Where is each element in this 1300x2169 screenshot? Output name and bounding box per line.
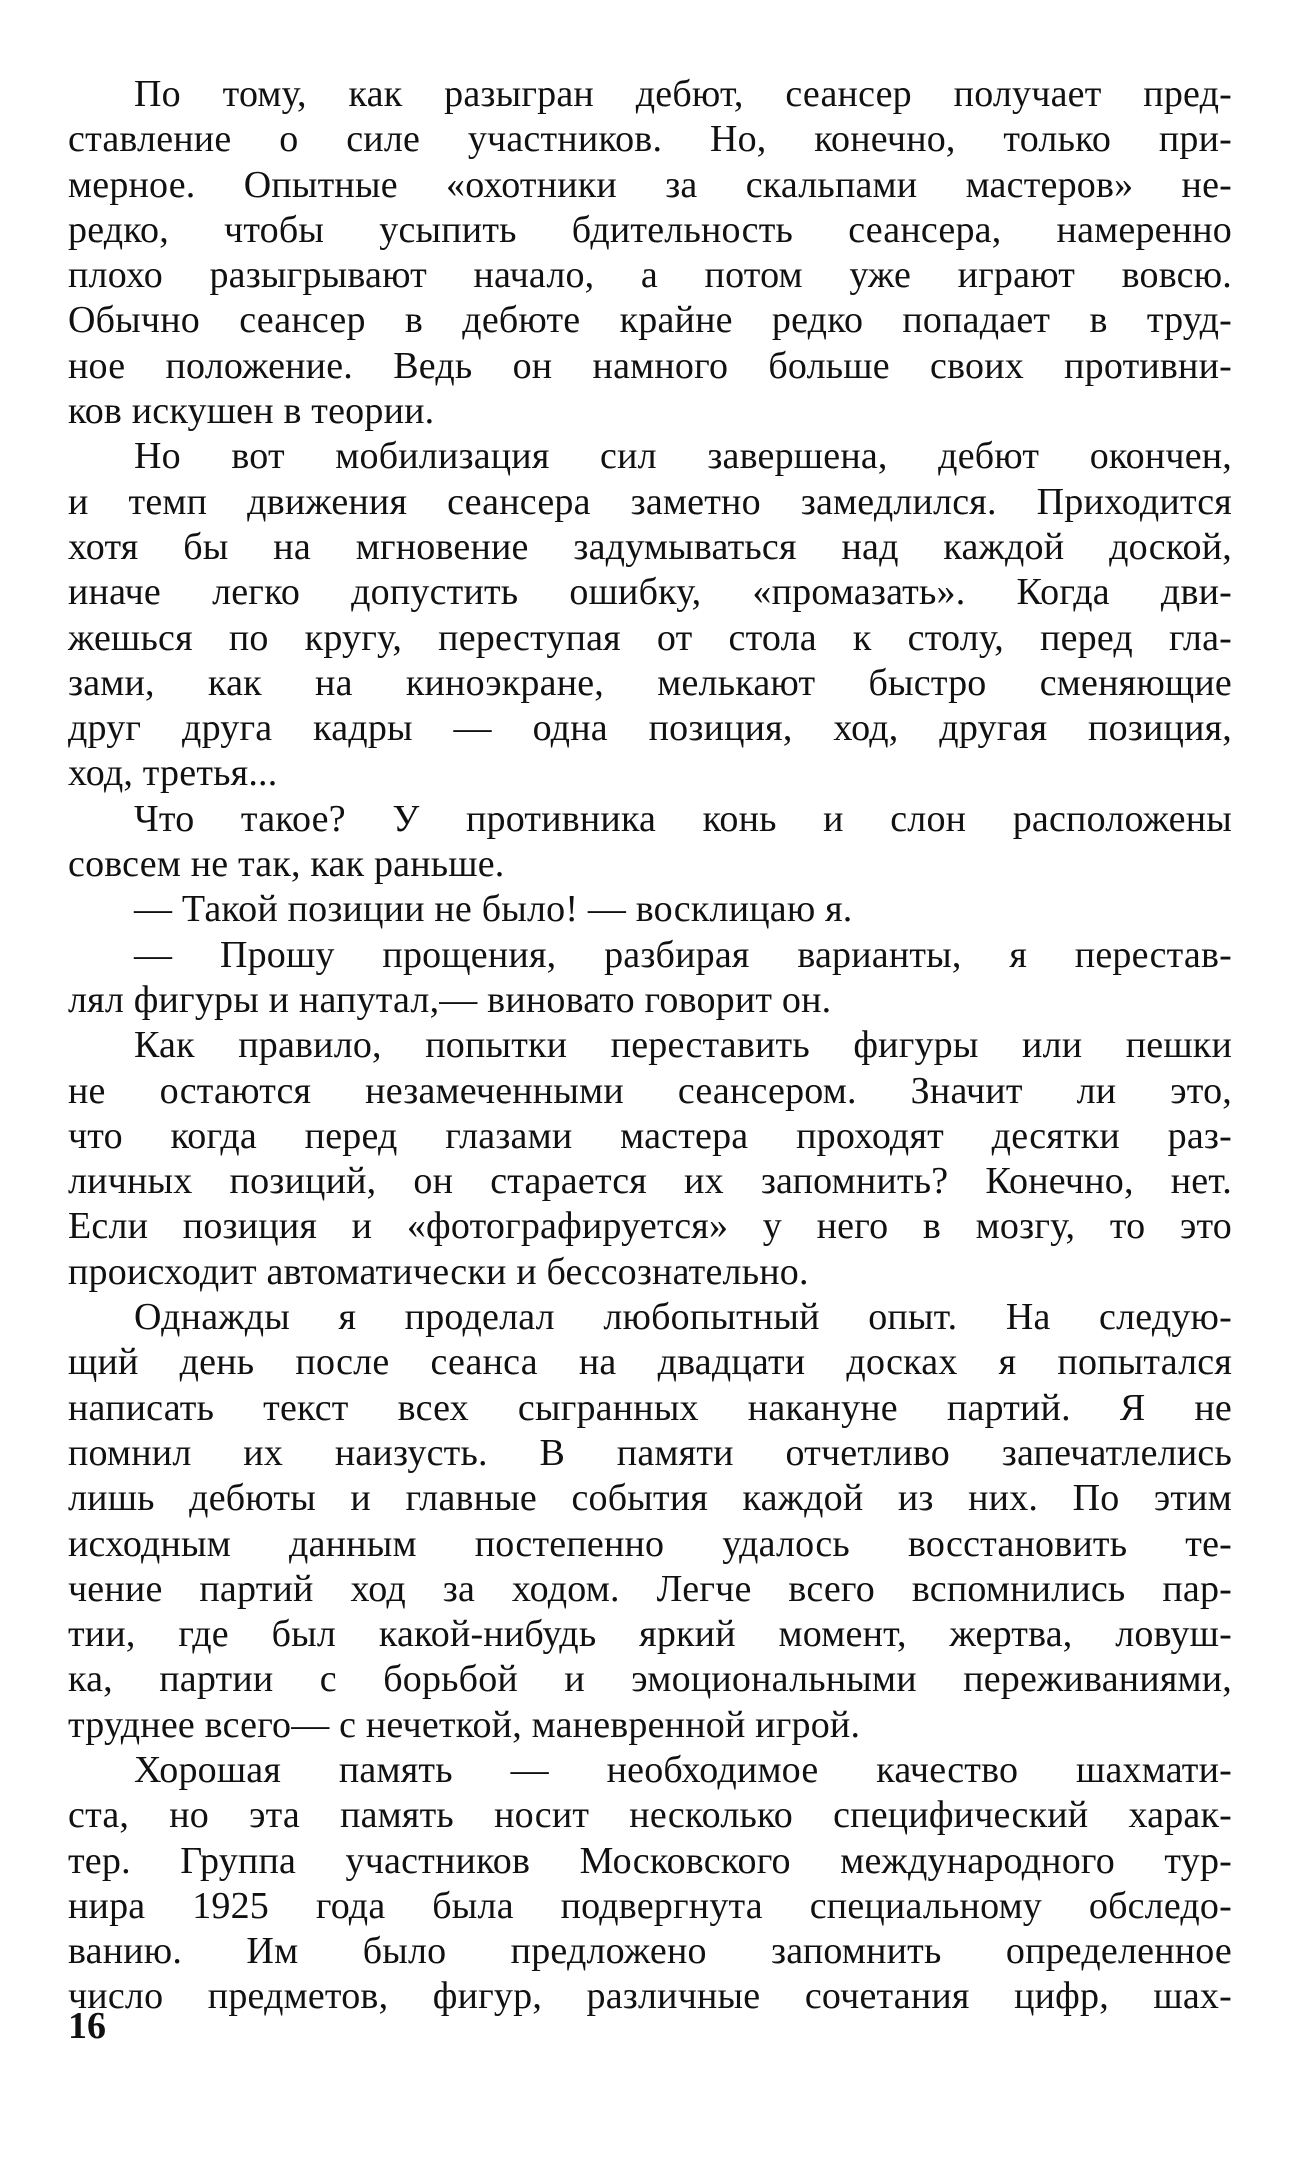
text-line: написать текст всех сыгранных накануне партий. Я не — [68, 1386, 1232, 1429]
text-line: помнил их наизусть. В памяти отчетливо запечатлелись — [68, 1431, 1232, 1474]
text-line: происходит автоматически и бессознательно. — [68, 1250, 809, 1293]
paragraph-first-line: Однажды я проделал любопытный опыт. На следую- — [134, 1296, 1232, 1339]
text-line: личных позиций, он старается их запомнить? Конечно, нет. — [68, 1160, 1232, 1203]
text-line: лял фигуры и напутал,— виновато говорит он. — [68, 978, 832, 1021]
text-line: друг друга кадры — одна позиция, ход, другая позиция, — [68, 707, 1232, 750]
paragraph-first-line: Как правило, попытки переставить фигуры или пешки — [134, 1024, 1232, 1067]
text-line: труднее всего— с нечеткой, маневренной игрой. — [68, 1703, 861, 1746]
text-line: жешься по кругу, переступая от стола к столу, перед гла- — [68, 616, 1232, 659]
text-line: ставление о силе участников. Но, конечно, только при- — [68, 118, 1232, 161]
text-line: щий день после сеанса на двадцати досках я попытался — [68, 1341, 1232, 1384]
text-line: мерное. Опытные «охотники за скальпами мастеров» не- — [68, 163, 1232, 206]
paragraph-first-line: Но вот мобилизация сил завершена, дебют окончен, — [134, 435, 1232, 478]
text-line: плохо разыгрывают начало, а потом уже играют вовсю. — [68, 254, 1232, 297]
text-line: ное положение. Ведь он намного больше своих противни- — [68, 344, 1232, 387]
page-number: 16 — [68, 2005, 106, 2047]
text-line: тер. Группа участников Московского международного тур- — [68, 1839, 1232, 1882]
text-line: редко, чтобы усыпить бдительность сеансера, намеренно — [68, 208, 1232, 251]
text-line: зами, как на киноэкране, мелькают быстро сменяющие — [68, 661, 1232, 704]
text-line: тии, где был какой-нибудь яркий момент, жертва, ловуш- — [68, 1613, 1232, 1656]
text-line: чение партий ход за ходом. Легче всего вспомнились пар- — [68, 1567, 1232, 1610]
text-line: совсем не так, как раньше. — [68, 843, 505, 886]
text-line: ход, третья... — [68, 752, 278, 795]
paragraph-first-line: — Прошу прощения, разбирая варианты, я перестав- — [134, 933, 1232, 976]
text-line: нира 1925 года была подвергнута специальному обследо- — [68, 1884, 1232, 1927]
paragraph-first-line: Хорошая память — необходимое качество шахмати- — [134, 1748, 1232, 1791]
paragraph-first-line: — Такой позиции не было! — восклицаю я. — [134, 888, 853, 931]
paragraph-first-line: По тому, как разыгран дебют, сеансер получает пред- — [134, 73, 1232, 115]
text-line: ванию. Им было предложено запомнить определенное — [68, 1930, 1232, 1973]
text-line: исходным данным постепенно удалось восстановить те- — [68, 1522, 1232, 1565]
text-line: иначе легко допустить ошибку, «промазать». Когда дви- — [68, 571, 1232, 614]
text-line: лишь дебюты и главные события каждой из них. По этим — [68, 1477, 1232, 1520]
text-line: что когда перед глазами мастера проходят десятки раз- — [68, 1114, 1232, 1157]
text-line: ста, но эта память носит несколько специфический харак- — [68, 1794, 1232, 1837]
text-line: Обычно сеансер в дебюте крайне редко попадает в труд- — [68, 299, 1232, 342]
paragraph-first-line: Что такое? У противника конь и слон расположены — [134, 797, 1232, 840]
page-body — [68, 72, 1232, 2020]
text-line: не остаются незамеченными сеансером. Значит ли это, — [68, 1069, 1232, 1112]
text-line: и темп движения сеансера заметно замедлился. Приходится — [68, 480, 1232, 523]
text-line: Если позиция и «фотографируется» у него в мозгу, то это — [68, 1205, 1232, 1248]
text-line: ков искушен в теории. — [68, 390, 435, 433]
text-line: ка, партии с борьбой и эмоциональными переживаниями, — [68, 1658, 1232, 1701]
text-line: хотя бы на мгновение задумываться над каждой доской, — [68, 525, 1232, 568]
text-line: число предметов, фигур, различные сочетания цифр, шах- — [68, 1975, 1232, 2018]
